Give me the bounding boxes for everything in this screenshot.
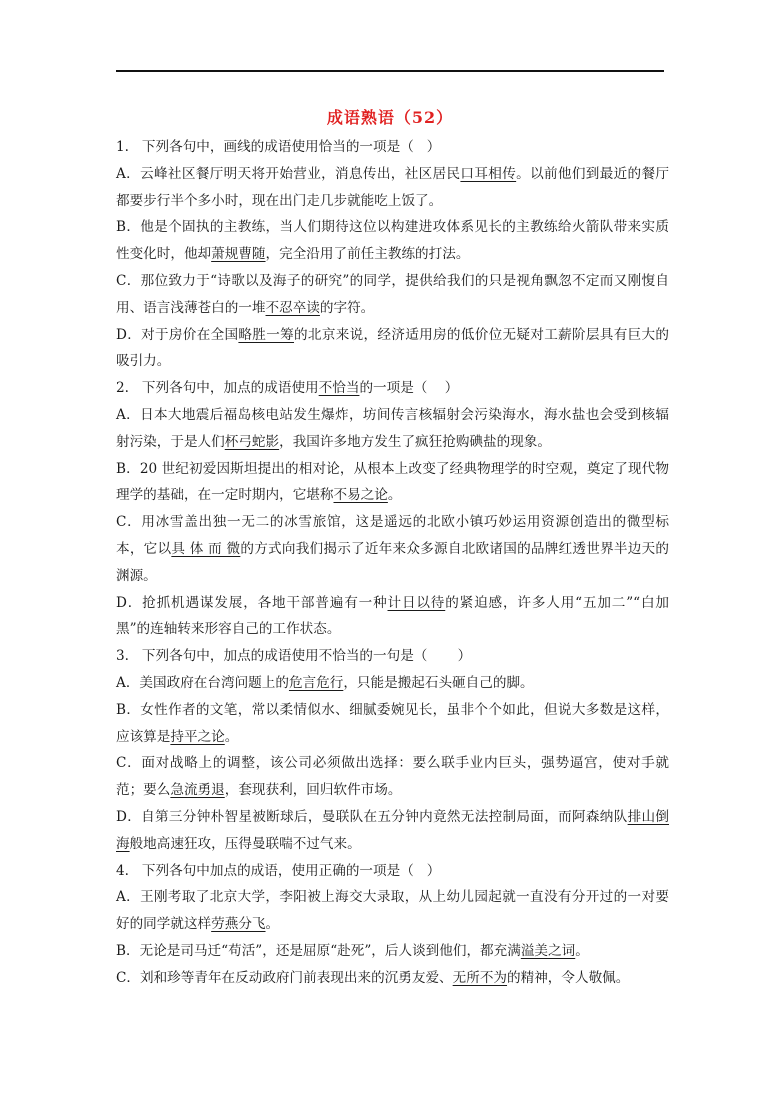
text-segment: 4. 下列各句中加点的成语，使用正确的一项是（ ） — [116, 862, 441, 879]
text-segment: ，我国许多地方发生了疯狂抢购碘盐的现象。 — [279, 433, 551, 450]
text-segment: 般地高速狂攻，压得曼联喘不过气来。 — [129, 835, 361, 852]
text-segment: B．他是个固执的主教练，当人们期待这位以构建进攻体系见长的主教练给火箭队带来实质性变化时，他却 — [116, 219, 669, 263]
paragraph — [116, 456, 669, 510]
underlined-idiom: 计日以待 — [387, 594, 446, 611]
text-segment: A．美国政府在台湾问题上的 — [116, 674, 289, 691]
text-segment: C．刘和珍等青年在反动政府门前表现出来的沉勇友爱、 — [116, 969, 453, 986]
text-segment: 的字符。 — [319, 299, 375, 316]
text-segment: B．无论是司马迁“苟活”，还是屈原“赴死”，后人谈到他们，都充满 — [116, 942, 521, 959]
text-segment: 2. 下列各句中，加点的成语使用 — [116, 380, 319, 397]
paragraph — [116, 161, 669, 215]
paragraph — [116, 965, 669, 992]
text-segment: A．日本大地震后福岛核电站发生爆炸，坊间传言核辐射会污染海水，海水盐也会受到核辐射污染，于是人们 — [116, 406, 669, 450]
underlined-idiom: 持平之论 — [170, 728, 225, 745]
paragraph — [116, 858, 669, 885]
text-segment: 的方式向我们揭示了近年来众多源自北欧诸国的品牌红透世界半边天的渊源。 — [116, 540, 670, 584]
text-segment: 的紧迫感，许多人用“五加二”“白加黑”的连轴转来形容自己的工作状态。 — [116, 594, 669, 638]
paragraph — [116, 509, 669, 589]
text-segment: B．20 世纪初爱因斯坦提出的相对论，从根本上改变了经典物理学的时空观，奠定了现代物理学的基础，在一定时期内，它堪称 — [116, 460, 669, 504]
header-rule — [116, 70, 664, 72]
paragraph — [116, 268, 669, 322]
underlined-idiom: 杯弓蛇影 — [224, 433, 280, 450]
underlined-idiom: 劳燕分飞 — [211, 916, 266, 933]
text-segment: B．女性作者的文笔，常以柔情似水、细腻委婉见长，虽非个个如此，但说大多数是这样，应该算是 — [116, 701, 669, 745]
underlined-idiom: 危言危行 — [288, 674, 344, 691]
text-segment: 的精神，令人敬佩。 — [507, 969, 630, 986]
paragraph — [116, 214, 669, 268]
underlined-idiom: 不忍卒读 — [265, 299, 320, 316]
text-segment: D．自第三分钟朴智星被断球后，曼联队在五分钟内竟然无法控制局面，而阿森纳队 — [116, 808, 628, 825]
underlined-idiom: 无所不为 — [452, 969, 508, 986]
paragraph — [116, 375, 669, 402]
document-body — [116, 134, 669, 992]
text-segment: A．王刚考取了北京大学，李阳被上海交大录取，从上幼儿园起就一直没有分开过的一对要好的同学就这样 — [116, 889, 669, 933]
text-segment: 。 — [224, 728, 239, 745]
paragraph — [116, 670, 669, 697]
underlined-idiom: 急流勇退 — [170, 782, 225, 799]
underlined-idiom: 口耳相传 — [460, 165, 517, 182]
paragraph — [116, 643, 669, 670]
paragraph — [116, 750, 669, 804]
text-segment: 。以前他们到最近的餐厅都要步行半个多小时，现在出门走几步就能吃上饭了。 — [116, 165, 670, 209]
paragraph — [116, 402, 669, 456]
page-title: 成语熟语（52） — [326, 108, 454, 127]
underlined-idiom: 萧规曹随 — [211, 246, 266, 263]
underlined-idiom: 不恰当 — [318, 380, 360, 397]
text-segment: 。 — [575, 942, 589, 959]
text-segment: 1. 下列各句中，画线的成语使用恰当的一项是（ ） — [116, 139, 441, 155]
text-segment: C．那位致力于“诗歌以及海子的研究”的同学，提供给我们的只是视角飘忽不定而又刚愎自用、语言浅薄苍白的一堆 — [116, 272, 669, 316]
underlined-idiom: 排山倒海 — [116, 808, 670, 852]
text-segment: D．抢抓机遇谋发展，各地干部普遍有一种 — [116, 594, 388, 611]
text-segment: ，完全沿用了前任主教练的打法。 — [265, 246, 470, 263]
text-segment: A．云峰社区餐厅明天将开始营业，消息传出，社区居民 — [116, 165, 461, 182]
paragraph — [116, 804, 669, 858]
text-segment: C．用冰雪盖出独一无二的冰雪旅馆，这是遥远的北欧小镇巧妙运用资源创造出的微型标本，它以 — [116, 514, 669, 557]
text-segment: 的北京来说，经济适用房的低价位无疑对工薪阶层具有巨大的吸引力。 — [116, 326, 670, 370]
text-segment: 。 — [387, 487, 402, 504]
paragraph — [116, 938, 669, 965]
paragraph — [116, 697, 669, 751]
paragraph — [116, 322, 669, 376]
underlined-idiom: 具 体 而 微 — [171, 540, 241, 557]
text-segment: C．面对战略上的调整，该公司必须做出选择：要么联手业内巨头，强势逼宫，使对手就范；要么 — [116, 755, 669, 799]
paragraph — [116, 884, 669, 938]
text-segment: 3. 下列各句中，加点的成语使用不恰当的一句是（ ） — [116, 648, 472, 665]
text-segment: 的一项是（ ） — [359, 380, 459, 397]
underlined-idiom: 不易之论 — [333, 487, 388, 504]
paragraph — [116, 590, 669, 644]
underlined-idiom: 溢美之词 — [520, 942, 576, 959]
text-segment: ，只能是搬起石头砸自己的脚。 — [343, 674, 534, 691]
text-segment: D．对于房价在全国 — [116, 326, 239, 343]
underlined-idiom: 略胜一筹 — [238, 326, 295, 343]
paragraph — [116, 134, 669, 161]
text-segment: 。 — [265, 916, 280, 933]
text-segment: ，套现获利，回归软件市场。 — [224, 782, 402, 799]
